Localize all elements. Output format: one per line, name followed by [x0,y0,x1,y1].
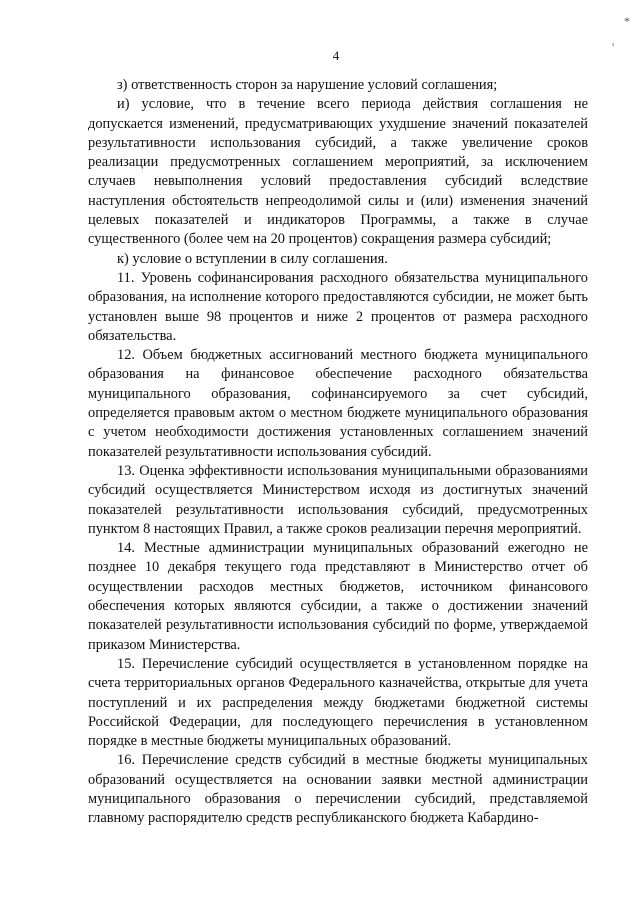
document-body [88,76,588,829]
paragraph-12: 12. Объем бюджетных ассигнований местного бюджета муниципального образования на финансовое обеспечение расходного обязательства муниципального образования, софинансируемого за счет субсидий, определяется правовым актом о местном бюджете муниципального образования с учетом необходимости достижения установленных соглашением значений показателей результативности использования субсидий. [88,347,588,460]
paragraph-clause-z: з) ответственность сторон за нарушение условий соглашения; [117,77,498,93]
scan-speck-mark: * [624,14,630,28]
page-number: 4 [332,48,340,63]
scan-speck-mark: ' [612,40,615,54]
paragraph-clause-i: и) условие, что в течение всего периода действия соглашения не допускается изменений, предусматривающих ухудшение значений показателей результативности использования субсидий, а также увеличение сроков реализации предусмотренных соглашением мероприятий, за исключением случаев невыполнения условий предоставления субсидий вследствие наступления обстоятельств непреодолимой силы и (или) изменения значений целевых показателей и индикаторов Программы, а также в случае существенного (более чем на 20 процентов) сокращения размера субсидий; [88,96,588,248]
paragraph-16: 16. Перечисление средств субсидий в местные бюджеты муниципальных образований осуществляется на основании заявки местной администрации муниципального образования о перечислении субсидий, представляемой главному распорядителю средств республиканского бюджета Кабардино- [88,752,588,827]
paragraph-14: 14. Местные администрации муниципальных образований ежегодно не позднее 10 декабря текущего года представляют в Министерство отчет об осуществлении расходов местных бюджетов, источником финансового обеспечения которых являются субсидии, а также о достижении значений показателей результативности использования субсидий по форме, утверждаемой приказом Министерства. [88,540,588,653]
paragraph-15: 15. Перечисление субсидий осуществляется в установленном порядке на счета территориальных органов Федерального казначейства, открытые для учета поступлений и их распределения между бюджетами бюджетной системы Российской Федерации, для последующего перечисления в установленном порядке в местные бюджеты муниципальных образований. [88,655,588,750]
paragraph-clause-k: к) условие о вступлении в силу соглашения. [117,250,388,267]
paragraph-13: 13. Оценка эффективности использования муниципальными образованиями субсидий осуществляется Министерством исходя из достигнутых значений показателей результативности использования субсидий, предусмотренных пунктом 8 настоящих Правил, а также сроков реализации перечня мероприятий. [88,462,588,537]
paragraph-11: 11. Уровень софинансирования расходного обязательства муниципального образования, на исполнение которого предоставляются субсидии, не может быть установлен выше 98 процентов и ниже 2 процентов от размера расходного обязательства. [88,269,588,344]
